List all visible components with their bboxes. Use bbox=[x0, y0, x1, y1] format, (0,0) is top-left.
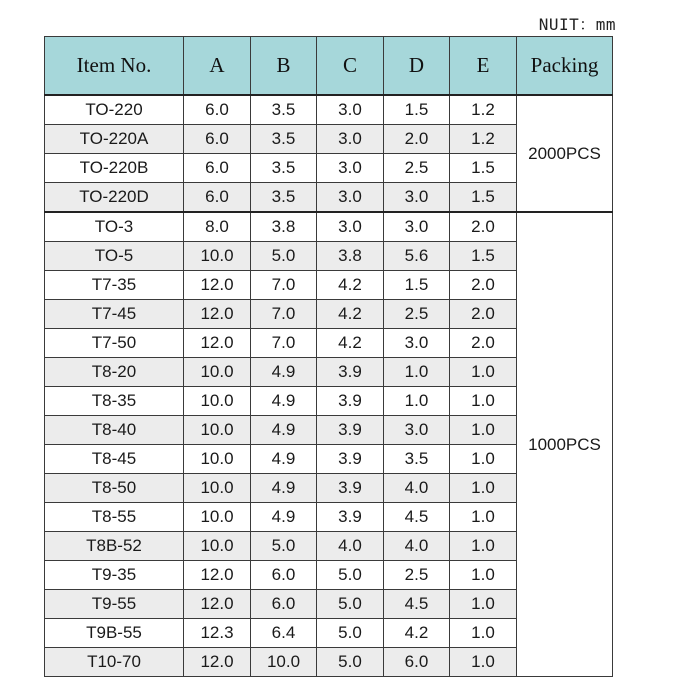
packing-cell: 2000PCS bbox=[517, 95, 613, 212]
cell-item-no: TO-3 bbox=[45, 212, 184, 242]
cell-b: 5.0 bbox=[251, 532, 317, 561]
cell-b: 3.5 bbox=[251, 154, 317, 183]
header-packing: Packing bbox=[517, 37, 613, 96]
cell-b: 7.0 bbox=[251, 329, 317, 358]
cell-e: 2.0 bbox=[450, 212, 517, 242]
table-body bbox=[45, 95, 613, 677]
cell-d: 1.5 bbox=[384, 271, 450, 300]
cell-e: 2.0 bbox=[450, 271, 517, 300]
cell-d: 2.0 bbox=[384, 125, 450, 154]
packing-cell: 1000PCS bbox=[517, 212, 613, 677]
cell-d: 3.0 bbox=[384, 416, 450, 445]
cell-b: 7.0 bbox=[251, 271, 317, 300]
table-header-row bbox=[45, 37, 613, 96]
cell-item-no: T9-55 bbox=[45, 590, 184, 619]
cell-item-no: T9B-55 bbox=[45, 619, 184, 648]
cell-e: 1.0 bbox=[450, 561, 517, 590]
cell-d: 2.5 bbox=[384, 300, 450, 329]
cell-e: 1.2 bbox=[450, 125, 517, 154]
header-d: D bbox=[384, 37, 450, 96]
cell-a: 10.0 bbox=[184, 445, 251, 474]
cell-e: 1.0 bbox=[450, 445, 517, 474]
cell-b: 3.5 bbox=[251, 95, 317, 125]
cell-c: 3.9 bbox=[317, 387, 384, 416]
cell-item-no: TO-220B bbox=[45, 154, 184, 183]
cell-e: 1.0 bbox=[450, 416, 517, 445]
cell-c: 5.0 bbox=[317, 590, 384, 619]
cell-e: 1.0 bbox=[450, 619, 517, 648]
cell-b: 6.0 bbox=[251, 561, 317, 590]
cell-c: 4.2 bbox=[317, 329, 384, 358]
cell-b: 7.0 bbox=[251, 300, 317, 329]
cell-a: 12.0 bbox=[184, 271, 251, 300]
cell-item-no: T8-20 bbox=[45, 358, 184, 387]
cell-c: 3.9 bbox=[317, 416, 384, 445]
cell-item-no: T9-35 bbox=[45, 561, 184, 590]
cell-c: 5.0 bbox=[317, 648, 384, 677]
cell-d: 2.5 bbox=[384, 154, 450, 183]
cell-e: 1.0 bbox=[450, 358, 517, 387]
cell-c: 3.0 bbox=[317, 125, 384, 154]
cell-e: 1.5 bbox=[450, 242, 517, 271]
cell-b: 3.5 bbox=[251, 125, 317, 154]
cell-b: 5.0 bbox=[251, 242, 317, 271]
cell-a: 10.0 bbox=[184, 474, 251, 503]
cell-e: 1.0 bbox=[450, 648, 517, 677]
cell-c: 3.9 bbox=[317, 474, 384, 503]
cell-e: 1.0 bbox=[450, 590, 517, 619]
cell-c: 4.2 bbox=[317, 300, 384, 329]
cell-b: 3.5 bbox=[251, 183, 317, 213]
cell-item-no: TO-5 bbox=[45, 242, 184, 271]
cell-item-no: T8-35 bbox=[45, 387, 184, 416]
header-c: C bbox=[317, 37, 384, 96]
cell-a: 12.0 bbox=[184, 329, 251, 358]
header-item-no: Item No. bbox=[45, 37, 184, 96]
cell-a: 10.0 bbox=[184, 416, 251, 445]
cell-e: 2.0 bbox=[450, 300, 517, 329]
cell-a: 6.0 bbox=[184, 125, 251, 154]
cell-a: 10.0 bbox=[184, 358, 251, 387]
cell-d: 4.0 bbox=[384, 532, 450, 561]
cell-item-no: T10-70 bbox=[45, 648, 184, 677]
cell-c: 3.9 bbox=[317, 445, 384, 474]
cell-item-no: T7-45 bbox=[45, 300, 184, 329]
cell-item-no: TO-220D bbox=[45, 183, 184, 213]
table-row bbox=[45, 212, 613, 242]
cell-a: 8.0 bbox=[184, 212, 251, 242]
cell-a: 6.0 bbox=[184, 183, 251, 213]
cell-a: 6.0 bbox=[184, 154, 251, 183]
cell-c: 3.8 bbox=[317, 242, 384, 271]
cell-d: 3.0 bbox=[384, 212, 450, 242]
cell-a: 10.0 bbox=[184, 532, 251, 561]
specification-table bbox=[44, 36, 613, 677]
cell-a: 12.0 bbox=[184, 648, 251, 677]
cell-item-no: T8-40 bbox=[45, 416, 184, 445]
cell-d: 6.0 bbox=[384, 648, 450, 677]
cell-d: 2.5 bbox=[384, 561, 450, 590]
cell-d: 4.5 bbox=[384, 590, 450, 619]
table-row bbox=[45, 95, 613, 125]
cell-d: 3.0 bbox=[384, 183, 450, 213]
header-a: A bbox=[184, 37, 251, 96]
unit-note: NUIT：mm bbox=[538, 15, 616, 34]
cell-a: 12.0 bbox=[184, 300, 251, 329]
cell-c: 3.0 bbox=[317, 154, 384, 183]
cell-a: 12.3 bbox=[184, 619, 251, 648]
cell-d: 1.0 bbox=[384, 387, 450, 416]
cell-b: 6.4 bbox=[251, 619, 317, 648]
cell-a: 12.0 bbox=[184, 561, 251, 590]
cell-c: 5.0 bbox=[317, 619, 384, 648]
cell-e: 1.0 bbox=[450, 532, 517, 561]
cell-e: 1.2 bbox=[450, 95, 517, 125]
cell-c: 3.9 bbox=[317, 358, 384, 387]
cell-e: 1.5 bbox=[450, 183, 517, 213]
cell-d: 3.0 bbox=[384, 329, 450, 358]
cell-b: 4.9 bbox=[251, 358, 317, 387]
cell-c: 3.9 bbox=[317, 503, 384, 532]
cell-e: 1.0 bbox=[450, 474, 517, 503]
cell-item-no: T8B-52 bbox=[45, 532, 184, 561]
cell-d: 1.5 bbox=[384, 95, 450, 125]
cell-b: 3.8 bbox=[251, 212, 317, 242]
cell-a: 10.0 bbox=[184, 503, 251, 532]
cell-b: 6.0 bbox=[251, 590, 317, 619]
cell-e: 1.0 bbox=[450, 503, 517, 532]
header-b: B bbox=[251, 37, 317, 96]
cell-d: 5.6 bbox=[384, 242, 450, 271]
cell-d: 1.0 bbox=[384, 358, 450, 387]
cell-d: 4.2 bbox=[384, 619, 450, 648]
cell-c: 4.2 bbox=[317, 271, 384, 300]
cell-d: 4.5 bbox=[384, 503, 450, 532]
cell-item-no: TO-220 bbox=[45, 95, 184, 125]
cell-b: 4.9 bbox=[251, 416, 317, 445]
cell-item-no: TO-220A bbox=[45, 125, 184, 154]
cell-item-no: T7-35 bbox=[45, 271, 184, 300]
cell-a: 10.0 bbox=[184, 387, 251, 416]
cell-e: 1.5 bbox=[450, 154, 517, 183]
cell-b: 4.9 bbox=[251, 474, 317, 503]
cell-d: 4.0 bbox=[384, 474, 450, 503]
cell-a: 12.0 bbox=[184, 590, 251, 619]
cell-item-no: T7-50 bbox=[45, 329, 184, 358]
header-e: E bbox=[450, 37, 517, 96]
cell-e: 1.0 bbox=[450, 387, 517, 416]
cell-b: 4.9 bbox=[251, 503, 317, 532]
cell-item-no: T8-45 bbox=[45, 445, 184, 474]
cell-a: 10.0 bbox=[184, 242, 251, 271]
cell-c: 3.0 bbox=[317, 212, 384, 242]
cell-item-no: T8-50 bbox=[45, 474, 184, 503]
cell-c: 3.0 bbox=[317, 95, 384, 125]
cell-e: 2.0 bbox=[450, 329, 517, 358]
cell-a: 6.0 bbox=[184, 95, 251, 125]
cell-b: 4.9 bbox=[251, 445, 317, 474]
cell-item-no: T8-55 bbox=[45, 503, 184, 532]
cell-d: 3.5 bbox=[384, 445, 450, 474]
cell-c: 4.0 bbox=[317, 532, 384, 561]
cell-b: 10.0 bbox=[251, 648, 317, 677]
cell-c: 3.0 bbox=[317, 183, 384, 213]
cell-b: 4.9 bbox=[251, 387, 317, 416]
cell-c: 5.0 bbox=[317, 561, 384, 590]
